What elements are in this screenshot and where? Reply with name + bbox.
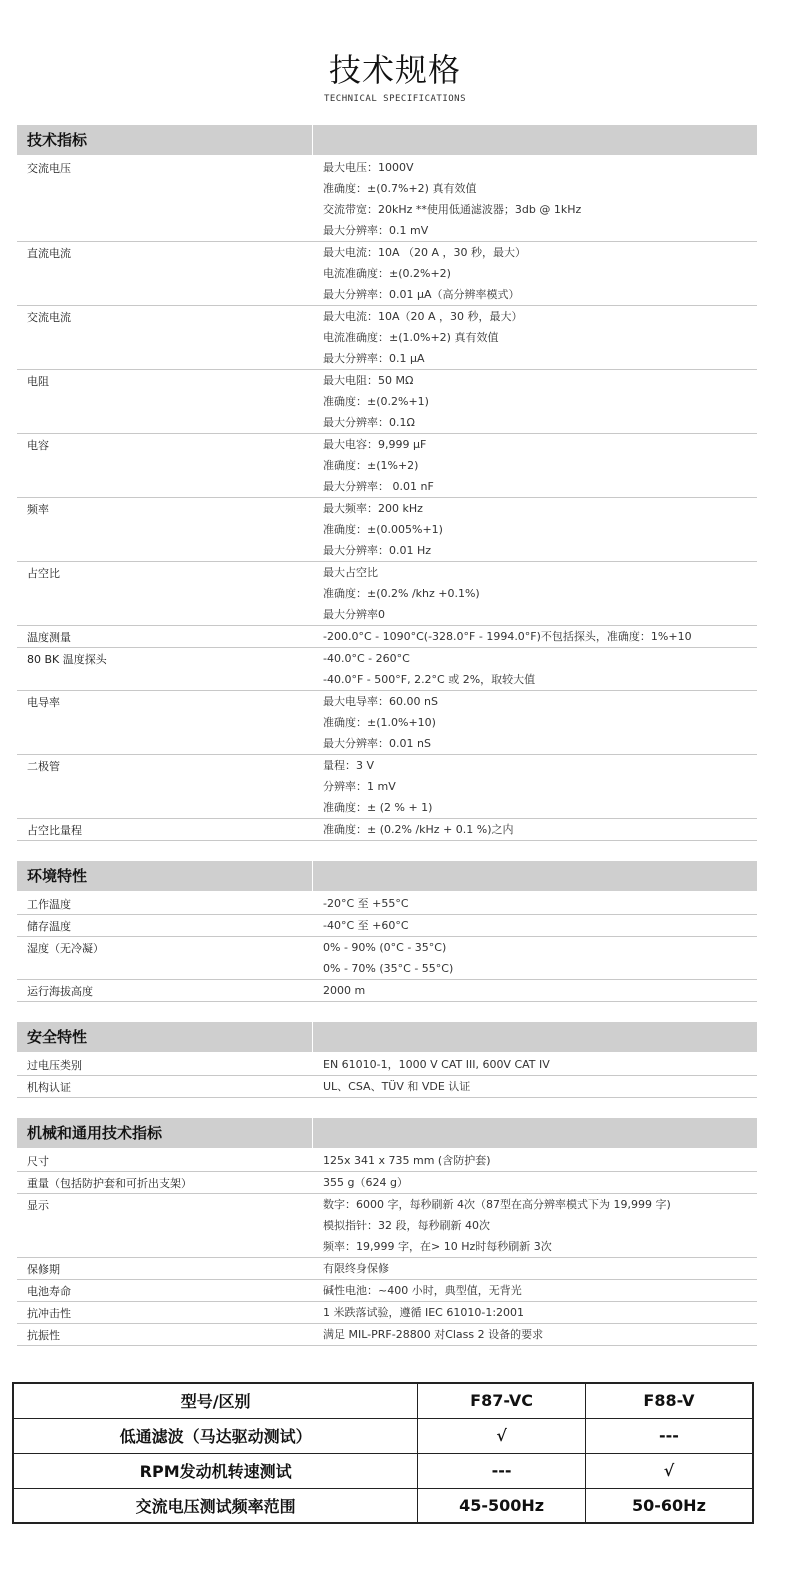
spec-values bbox=[313, 562, 757, 625]
spec-value: 模拟指针：32 段，每秒刷新 40次 bbox=[323, 1219, 490, 1232]
spec-value: 355 g（624 g） bbox=[323, 1176, 408, 1189]
comparison-value: --- bbox=[418, 1453, 586, 1488]
section-heading: 环境特性 bbox=[17, 861, 313, 891]
spec-section bbox=[17, 1118, 757, 1346]
spec-values bbox=[313, 434, 757, 497]
spec-values bbox=[313, 819, 757, 840]
spec-label: 电阻 bbox=[27, 375, 49, 388]
spec-value: 准确度：± (2 % + 1) bbox=[323, 801, 433, 814]
spec-values bbox=[313, 937, 757, 979]
spec-label: 储存温度 bbox=[27, 920, 71, 933]
spec-label: 重量（包括防护套和可折出支架） bbox=[27, 1177, 192, 1190]
spec-values bbox=[313, 1172, 757, 1193]
spec-row bbox=[17, 626, 757, 648]
spec-label: 工作温度 bbox=[27, 898, 71, 911]
spec-values bbox=[313, 980, 757, 1001]
spec-row bbox=[17, 498, 757, 562]
spec-value: 准确度：± (0.2% /kHz + 0.1 %)之内 bbox=[323, 823, 514, 836]
spec-value: -40.0°F - 500°F, 2.2°C 或 2%，取较大值 bbox=[323, 673, 536, 686]
spec-row bbox=[17, 434, 757, 498]
spec-label: 尺寸 bbox=[27, 1155, 49, 1168]
spec-values bbox=[313, 1194, 757, 1257]
spec-label: 保修期 bbox=[27, 1263, 60, 1276]
spec-value: 125x 341 x 735 mm (含防护套) bbox=[323, 1154, 491, 1167]
spec-value: 最大频率：200 kHz bbox=[323, 502, 423, 515]
spec-row bbox=[17, 306, 757, 370]
spec-value: 满足 MIL-PRF-28800 对Class 2 设备的要求 bbox=[323, 1328, 544, 1341]
spec-value: 0% - 70% (35°C - 55°C) bbox=[323, 962, 454, 975]
spec-label: 运行海拔高度 bbox=[27, 985, 93, 998]
spec-label: 抗冲击性 bbox=[27, 1307, 71, 1320]
spec-values bbox=[313, 626, 757, 647]
spec-value: 最大分辨率：0.1 mV bbox=[323, 224, 429, 237]
comparison-header-cell: F87-VC bbox=[418, 1383, 586, 1418]
spec-value: 准确度：±(0.7%+2) 真有效值 bbox=[323, 182, 477, 195]
spec-row bbox=[17, 1324, 757, 1346]
section-header bbox=[17, 1022, 757, 1052]
spec-label: 温度测量 bbox=[27, 631, 71, 644]
spec-value: 频率：19,999 字，在> 10 Hz时每秒刷新 3次 bbox=[323, 1240, 552, 1253]
spec-section bbox=[17, 125, 757, 841]
spec-row bbox=[17, 893, 757, 915]
spec-row bbox=[17, 1076, 757, 1098]
comparison-feature: RPM发动机转速测试 bbox=[13, 1453, 418, 1488]
spec-values bbox=[313, 306, 757, 369]
comparison-value: 50-60Hz bbox=[585, 1488, 753, 1523]
spec-value: 最大电压：1000V bbox=[323, 161, 414, 174]
comparison-header-cell: F88-V bbox=[585, 1383, 753, 1418]
spec-values bbox=[313, 157, 757, 241]
spec-value: 电流准确度：±(1.0%+2) 真有效值 bbox=[323, 331, 499, 344]
spec-values bbox=[313, 1280, 757, 1301]
section-header-fill bbox=[313, 1118, 757, 1148]
spec-value: 准确度：±(0.005%+1) bbox=[323, 523, 443, 536]
spec-values bbox=[313, 498, 757, 561]
spec-label: 电容 bbox=[27, 439, 49, 452]
spec-values bbox=[313, 1054, 757, 1075]
spec-label: 过电压类别 bbox=[27, 1059, 82, 1072]
comparison-row bbox=[13, 1453, 753, 1488]
spec-value: 1 米跌落试验，遵循 IEC 61010-1:2001 bbox=[323, 1306, 525, 1319]
spec-value: 量程：3 V bbox=[323, 759, 375, 772]
spec-label: 占空比量程 bbox=[27, 824, 82, 837]
spec-values bbox=[313, 370, 757, 433]
comparison-header-row bbox=[13, 1383, 753, 1418]
spec-row bbox=[17, 370, 757, 434]
section-heading: 安全特性 bbox=[17, 1022, 313, 1052]
section-header bbox=[17, 1118, 757, 1148]
spec-value: 有限终身保修 bbox=[323, 1262, 389, 1275]
spec-row bbox=[17, 1172, 757, 1194]
spec-value: 最大电流：10A （20 A ，30 秒，最大） bbox=[323, 246, 527, 259]
spec-label: 显示 bbox=[27, 1199, 49, 1212]
spec-value: UL、CSA、TÜV 和 VDE 认证 bbox=[323, 1080, 471, 1093]
spec-value: -200.0°C - 1090°C(-328.0°F - 1994.0°F)不包括探头，准确度：1%+10 bbox=[323, 630, 692, 643]
spec-row bbox=[17, 1258, 757, 1280]
spec-row bbox=[17, 755, 757, 819]
spec-value: 准确度：±(0.2% /khz +0.1%) bbox=[323, 587, 480, 600]
spec-value: 准确度：±(1.0%+10) bbox=[323, 716, 436, 729]
spec-value: 最大电导率：60.00 nS bbox=[323, 695, 438, 708]
spec-values bbox=[313, 893, 757, 914]
comparison-row bbox=[13, 1488, 753, 1523]
spec-label: 占空比 bbox=[27, 567, 60, 580]
spec-values bbox=[313, 648, 757, 690]
comparison-feature: 交流电压测试频率范围 bbox=[13, 1488, 418, 1523]
page-subtitle: TECHNICAL SPECIFICATIONS bbox=[323, 94, 467, 104]
spec-value: 0% - 90% (0°C - 35°C) bbox=[323, 941, 447, 954]
page-header bbox=[0, 0, 790, 104]
spec-value: 最大电流：10A（20 A ，30 秒，最大） bbox=[323, 310, 523, 323]
spec-row bbox=[17, 691, 757, 755]
spec-row bbox=[17, 242, 757, 306]
spec-row bbox=[17, 915, 757, 937]
spec-values bbox=[313, 1258, 757, 1279]
spec-value: 最大分辨率：0.01 µA（高分辨率模式） bbox=[323, 288, 520, 301]
page-title: 技术规格 bbox=[328, 51, 461, 89]
comparison-value: 45-500Hz bbox=[418, 1488, 586, 1523]
spec-values bbox=[313, 691, 757, 754]
spec-values bbox=[313, 1302, 757, 1323]
spec-label: 机构认证 bbox=[27, 1081, 71, 1094]
spec-label: 交流电流 bbox=[27, 311, 71, 324]
spec-value: 交流带宽：20kHz **使用低通滤波器；3db @ 1kHz bbox=[323, 203, 582, 216]
check-mark-icon: √ bbox=[585, 1453, 753, 1488]
spec-values bbox=[313, 1076, 757, 1097]
spec-label: 80 BK 温度探头 bbox=[27, 653, 107, 666]
spec-values bbox=[313, 915, 757, 936]
spec-values bbox=[313, 242, 757, 305]
comparison-value: --- bbox=[585, 1418, 753, 1453]
section-heading: 技术指标 bbox=[17, 125, 313, 155]
spec-row bbox=[17, 1150, 757, 1172]
section-heading: 机械和通用技术指标 bbox=[17, 1118, 313, 1148]
spec-row bbox=[17, 980, 757, 1002]
spec-value: 数字：6000 字，每秒刷新 4次（87型在高分辨率模式下为 19,999 字) bbox=[323, 1198, 671, 1211]
spec-section bbox=[17, 861, 757, 1002]
spec-value: 最大分辨率：0.01 Hz bbox=[323, 544, 432, 557]
spec-label: 频率 bbox=[27, 503, 49, 516]
spec-row bbox=[17, 562, 757, 626]
spec-label: 交流电压 bbox=[27, 162, 71, 175]
spec-row bbox=[17, 1280, 757, 1302]
spec-value: 最大占空比 bbox=[323, 566, 378, 579]
spec-value: -40.0°C - 260°C bbox=[323, 652, 410, 665]
spec-value: 最大电阻：50 MΩ bbox=[323, 374, 414, 387]
section-header bbox=[17, 125, 757, 155]
spec-tables bbox=[17, 125, 757, 1346]
spec-value: 最大分辨率： 0.01 nF bbox=[323, 480, 434, 493]
spec-value: 准确度：±(1%+2) bbox=[323, 459, 419, 472]
spec-label: 直流电流 bbox=[27, 247, 71, 260]
spec-value: -40°C 至 +60°C bbox=[323, 919, 409, 932]
section-header-fill bbox=[313, 861, 757, 891]
spec-row bbox=[17, 157, 757, 242]
comparison-row bbox=[13, 1418, 753, 1453]
section-header-fill bbox=[313, 125, 757, 155]
spec-value: EN 61010-1，1000 V CAT III, 600V CAT IV bbox=[323, 1058, 550, 1071]
model-comparison-table bbox=[12, 1382, 754, 1524]
section-header bbox=[17, 861, 757, 891]
spec-value: 准确度：±(0.2%+1) bbox=[323, 395, 429, 408]
spec-row bbox=[17, 937, 757, 980]
spec-label: 二极管 bbox=[27, 760, 60, 773]
spec-value: 最大分辨率0 bbox=[323, 608, 385, 621]
spec-label: 湿度（无冷凝） bbox=[27, 942, 104, 955]
spec-value: 2000 m bbox=[323, 984, 366, 997]
spec-value: 最大分辨率：0.1Ω bbox=[323, 416, 415, 429]
check-mark-icon: √ bbox=[418, 1418, 586, 1453]
spec-values bbox=[313, 755, 757, 818]
spec-row bbox=[17, 1302, 757, 1324]
comparison-feature: 低通滤波（马达驱动测试） bbox=[13, 1418, 418, 1453]
spec-label: 电导率 bbox=[27, 696, 60, 709]
spec-label: 电池寿命 bbox=[27, 1285, 71, 1298]
spec-value: 最大分辨率：0.01 nS bbox=[323, 737, 431, 750]
spec-value: 最大分辨率：0.1 µA bbox=[323, 352, 425, 365]
spec-value: 最大电容：9,999 µF bbox=[323, 438, 427, 451]
spec-value: 电流准确度：±(0.2%+2) bbox=[323, 267, 451, 280]
spec-values bbox=[313, 1324, 757, 1345]
spec-row bbox=[17, 648, 757, 691]
section-header-fill bbox=[313, 1022, 757, 1052]
comparison-header-cell: 型号/区别 bbox=[13, 1383, 418, 1418]
spec-value: 碱性电池：~400 小时，典型值，无背光 bbox=[323, 1284, 522, 1297]
spec-row bbox=[17, 1054, 757, 1076]
spec-values bbox=[313, 1150, 757, 1171]
spec-section bbox=[17, 1022, 757, 1098]
spec-row bbox=[17, 1194, 757, 1258]
spec-row bbox=[17, 819, 757, 841]
spec-label: 抗振性 bbox=[27, 1329, 60, 1342]
spec-value: -20°C 至 +55°C bbox=[323, 897, 409, 910]
spec-value: 分辨率：1 mV bbox=[323, 780, 396, 793]
